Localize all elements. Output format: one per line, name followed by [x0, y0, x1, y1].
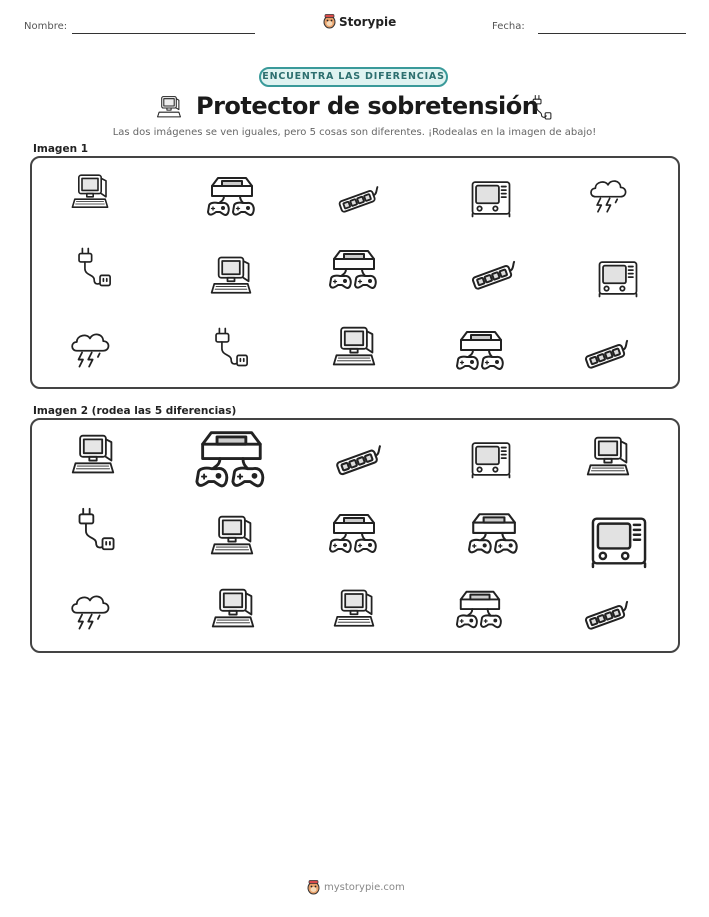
page-title: Protector de sobretensión: [196, 92, 539, 120]
game-console-icon[interactable]: [194, 424, 266, 496]
image2-label: Imagen 2 (rodea las 5 diferencias): [33, 405, 237, 417]
computer-icon[interactable]: [209, 513, 255, 559]
game-console-icon[interactable]: [467, 508, 519, 560]
computer-icon[interactable]: [70, 432, 116, 478]
image2-panel[interactable]: [30, 418, 680, 653]
power-strip-icon[interactable]: [332, 436, 384, 488]
storm-cloud-icon[interactable]: [68, 589, 112, 633]
footer: [307, 880, 405, 895]
plug-cable-icon[interactable]: [74, 246, 116, 288]
power-strip-icon[interactable]: [581, 592, 631, 642]
computer-icon: [156, 94, 182, 120]
image1-label: Imagen 1: [33, 143, 89, 155]
power-strip-icon[interactable]: [335, 178, 381, 224]
storypie-mascot-icon: [307, 880, 320, 895]
computer-icon[interactable]: [585, 434, 631, 480]
brand-logo: [323, 14, 396, 29]
date-label: Fecha:: [492, 21, 525, 32]
computer-icon[interactable]: [332, 587, 376, 631]
computer-icon[interactable]: [210, 586, 256, 632]
microwave-icon[interactable]: [469, 437, 513, 481]
game-console-icon[interactable]: [328, 245, 378, 295]
activity-badge: ENCUENTRA LAS DIFERENCIAS: [259, 67, 448, 87]
date-line[interactable]: [538, 33, 686, 34]
plug-cable-icon[interactable]: [74, 506, 120, 552]
microwave-icon[interactable]: [596, 256, 640, 300]
title-row: [0, 92, 709, 124]
storm-cloud-icon[interactable]: [587, 174, 629, 216]
power-strip-icon[interactable]: [581, 331, 631, 381]
game-console-icon[interactable]: [455, 586, 503, 634]
storm-cloud-icon[interactable]: [68, 327, 112, 371]
instructions: Las dos imágenes se ven iguales, pero 5 cosas son diferentes. ¡Rodealas en la imagen de abajo!: [112, 127, 597, 138]
computer-icon[interactable]: [209, 254, 253, 298]
game-console-icon[interactable]: [455, 326, 505, 376]
name-line[interactable]: [72, 33, 255, 34]
game-console-icon[interactable]: [206, 172, 256, 222]
name-label: Nombre:: [24, 21, 68, 32]
computer-icon[interactable]: [331, 324, 377, 370]
power-strip-icon[interactable]: [468, 252, 518, 302]
footer-url: mystorypie.com: [324, 882, 405, 893]
image1-panel[interactable]: [30, 156, 680, 389]
microwave-icon[interactable]: [588, 510, 650, 572]
computer-icon[interactable]: [70, 172, 110, 212]
microwave-icon[interactable]: [469, 176, 513, 220]
storypie-mascot-icon: [323, 14, 336, 29]
plug-cable-icon: [528, 94, 554, 120]
brand-name: Storypie: [339, 14, 397, 29]
game-console-icon[interactable]: [328, 509, 378, 559]
plug-cable-icon[interactable]: [211, 326, 253, 368]
